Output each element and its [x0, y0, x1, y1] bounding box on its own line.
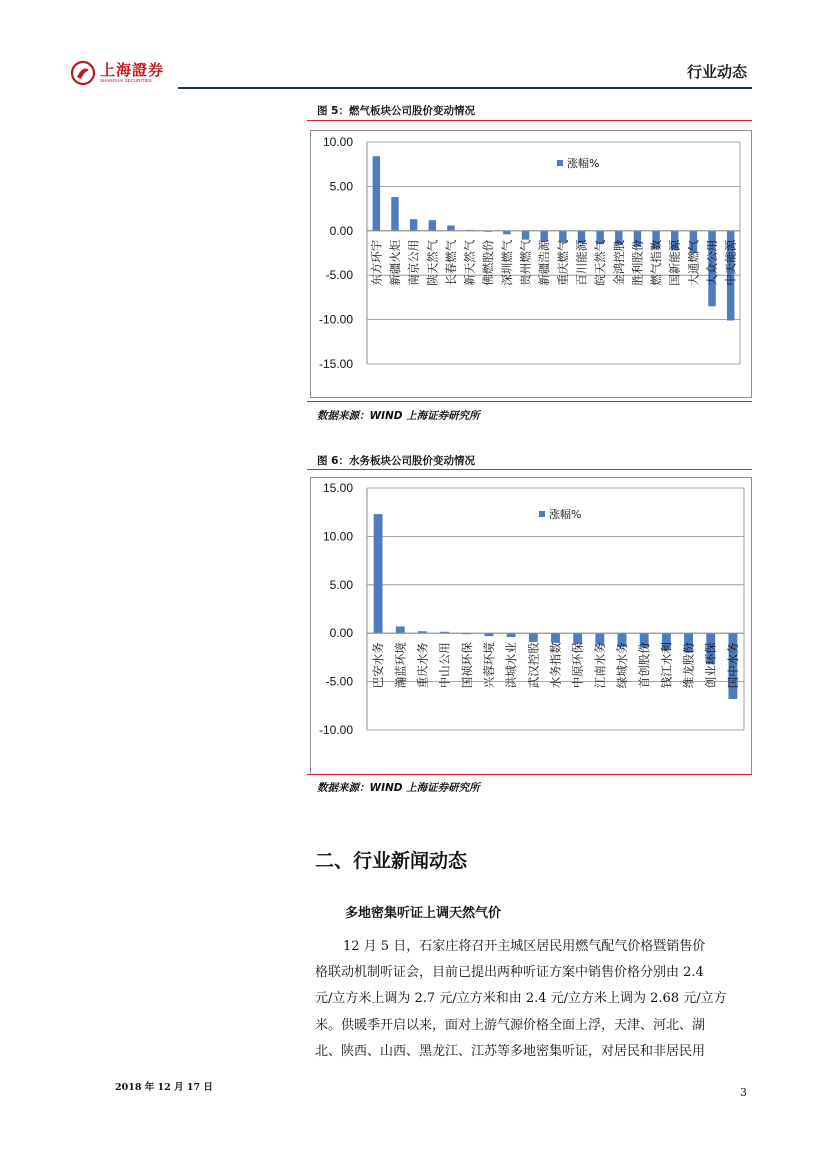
bar	[391, 197, 398, 231]
y-tick-label: -15.00	[318, 357, 353, 371]
x-category-label: 国新能源	[667, 239, 682, 286]
x-category-label: 国祯环保	[459, 642, 474, 689]
y-tick-label: 10.00	[322, 135, 353, 149]
x-category-label: 南京公用	[406, 239, 421, 286]
x-category-label: 瀚蓝环境	[393, 642, 408, 689]
y-tick-label: -10.00	[318, 312, 353, 327]
section-heading: 二、行业新闻动态	[315, 850, 468, 872]
x-category-label: 大众公用	[705, 239, 720, 286]
bar	[447, 225, 454, 230]
x-category-label: 佛燃股份	[481, 239, 496, 286]
x-category-label: 长春燃气	[443, 239, 458, 286]
figure5-bottom-rule	[307, 401, 752, 402]
legend-label: 涨幅%	[549, 508, 582, 521]
x-category-label: 百川能源	[574, 239, 589, 286]
paragraph-line: 北、陕西、山西、黑龙江、江苏等多地密集听证，对居民和非居民用	[315, 1043, 706, 1059]
logo-english-name: SHANGHAI SECURITIES	[100, 78, 152, 83]
y-tick-label: -5.00	[325, 674, 353, 689]
y-tick-label: 15.00	[322, 481, 353, 495]
bar	[522, 231, 529, 240]
x-category-label: 东方环宇	[369, 239, 384, 286]
x-category-label: 大通燃气	[686, 239, 701, 286]
figure5-title: 图 5：燃气板块公司股价变动情况	[317, 105, 475, 117]
y-tick-label: 0.00	[329, 223, 353, 238]
y-tick-label: 5.00	[329, 577, 353, 592]
company-logo	[70, 60, 164, 86]
y-tick-label: -5.00	[325, 268, 353, 283]
x-category-label: 重庆水务	[415, 642, 430, 689]
bar	[503, 231, 510, 235]
figure5-top-rule	[307, 120, 752, 121]
legend-swatch	[557, 160, 563, 166]
figure6-chart	[310, 477, 752, 775]
x-category-label: 陕天然气	[425, 239, 440, 286]
header-title: 行业动态	[686, 63, 747, 81]
news-title: 多地密集听证上调天然气价	[345, 906, 502, 921]
bar	[529, 633, 538, 642]
x-category-label: 重庆燃气	[555, 239, 570, 286]
x-category-label: 新疆火炬	[387, 239, 402, 286]
bar	[396, 626, 405, 633]
bar	[507, 633, 516, 637]
figure6-source: 数据来源：WIND 上海证券研究所	[317, 782, 480, 794]
x-category-label: 金鸿控股	[611, 239, 626, 286]
x-category-label: 国中水务	[725, 642, 740, 689]
x-category-label: 维龙股份	[681, 642, 696, 689]
bar	[429, 220, 436, 231]
y-tick-label: 5.00	[329, 179, 353, 194]
figure6-top-rule	[307, 469, 752, 470]
page-number: 3	[740, 1086, 747, 1099]
bar	[373, 156, 380, 231]
y-tick-label: 10.00	[322, 529, 353, 544]
bar	[551, 633, 560, 643]
x-category-label: 创业环保	[703, 642, 718, 689]
logo-emblem-icon	[70, 60, 96, 86]
header-divider	[178, 87, 752, 89]
x-category-label: 燃气指数	[649, 239, 664, 286]
paragraph-line: 米。供暖季开启以来，面对上游气源价格全面上浮，天津、河北、湖	[315, 1017, 706, 1033]
figure5-chart	[310, 130, 752, 398]
x-category-label: 中山公用	[437, 642, 452, 689]
x-category-label: 中天能源	[723, 239, 738, 286]
y-tick-label: -10.00	[318, 723, 353, 737]
x-category-label: 钱江水利	[659, 642, 674, 689]
bar	[410, 219, 417, 231]
figure6-title: 图 6：水务板块公司股价变动情况	[317, 455, 475, 467]
x-category-label: 巴安水务	[371, 642, 386, 689]
x-category-label: 首创股份	[637, 642, 652, 689]
x-category-label: 胜利股份	[630, 239, 645, 286]
x-category-label: 兴蓉环境	[481, 642, 496, 689]
footer-date: 2018 年 12 月 17 日	[115, 1082, 213, 1093]
legend-swatch	[539, 511, 545, 517]
x-category-label: 洪城水业	[504, 642, 519, 689]
paragraph-line: 12 月 5 日，石家庄将召开主城区居民用燃气配气价格暨销售价	[343, 939, 706, 954]
x-category-label: 贵州燃气	[518, 239, 533, 286]
x-category-label: 皖天然气	[593, 239, 608, 286]
news-paragraph	[315, 934, 752, 1065]
figure6-bottom-rule	[307, 774, 752, 775]
figure6-chart-svg	[310, 477, 752, 775]
bar	[374, 514, 383, 633]
x-category-label: 深圳燃气	[499, 239, 514, 286]
x-category-label: 新天然气	[462, 239, 477, 286]
x-category-label: 中原环保	[570, 642, 585, 689]
x-category-label: 绿城水务	[615, 642, 630, 689]
x-category-label: 水务指数	[548, 642, 563, 689]
y-tick-label: 0.00	[329, 626, 353, 641]
paragraph-line: 格联动机制听证会，目前已提出两种听证方案中销售价格分别由 2.4	[315, 965, 704, 981]
figure5-chart-svg	[310, 130, 752, 398]
logo-chinese-name: 上海證券	[100, 61, 165, 79]
x-category-label: 新疆浩源	[537, 239, 552, 286]
paragraph-line: 元/立方米上调为 2.7 元/立方米和由 2.4 元/立方米上调为 2.68 元/立方	[315, 991, 727, 1007]
legend-label: 涨幅%	[567, 157, 600, 170]
x-category-label: 武汉控股	[526, 642, 541, 689]
x-category-label: 江南水务	[592, 642, 607, 689]
figure5-source: 数据来源：WIND 上海证券研究所	[317, 410, 480, 422]
